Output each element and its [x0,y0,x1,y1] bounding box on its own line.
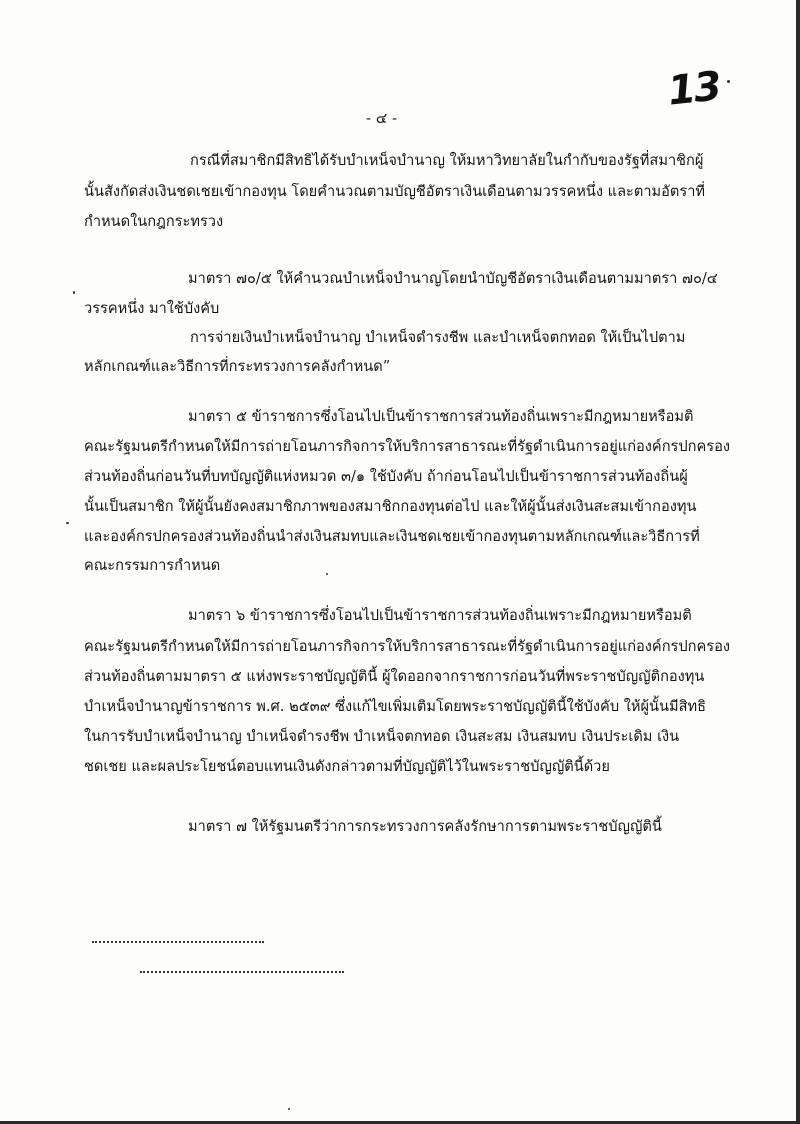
signature-dotted-line [140,971,344,973]
text-line: กำหนดในกฎกระทรวง [84,213,224,230]
text-line: ในการรับบำเหน็จบำนาญ บำเหน็จดำรงชีพ บำเหน็จตกทอด เงินสะสม เงินสมทบ เงินประเดิม เงิน [84,728,680,745]
text-line: ส่วนท้องถิ่นก่อนวันที่บทบัญญัติแห่งหมวด ๓/๑ ใช้บังคับ ถ้าก่อนโอนไปเป็นข้าราชการส่วนท้องถิ่นผู้ [84,468,688,485]
signature-dotted-line [92,941,264,943]
text-line: มาตรา ๗ ให้รัฐมนตรีว่าการกระทรวงการคลังรักษาการตามพระราชบัญญัตินี้ [188,818,662,835]
text-line: มาตรา ๕ ข้าราชการซึ่งโอนไปเป็นข้าราชการส่วนท้องถิ่นเพราะมีกฎหมายหรือมติ [188,408,694,425]
handwritten-page-number: 13 [665,63,722,115]
text-line: นั้นสังกัดส่งเงินชดเชยเข้ากองทุน โดยคำนวณตามบัญชีอัตราเงินเดือนตามวรรคหนึ่ง และตามอัตราที่ [84,183,706,200]
text-line: บำเหน็จบำนาญข้าราชการ พ.ศ. ๒๕๓๙ ซึ่งแก้ไขเพิ่มเติมโดยพระราชบัญญัตินี้ใช้บังคับ ให้ผู้นั้นมีสิทธิ [84,698,707,715]
scan-edge-right [796,0,800,1124]
text-line: กรณีที่สมาชิกมีสิทธิได้รับบำเหน็จบำนาญ ให้มหาวิทยาลัยในกำกับของรัฐที่สมาชิกผู้ [190,152,704,169]
text-line: คณะรัฐมนตรีกำหนดให้มีการถ่ายโอนภารกิจการให้บริการสาธารณะที่รัฐดำเนินการอยู่แก่องค์กรปกครอง [84,438,730,455]
text-line: วรรคหนึ่ง มาใช้บังคับ [84,300,220,317]
scan-speck [326,573,328,575]
text-line: มาตรา ๗๐/๕ ให้คำนวณบำเหน็จบำนาญโดยนำบัญชีอัตราเงินเดือนตามมาตรา ๗๐/๔ [188,270,718,287]
scan-speck [66,522,69,524]
text-line: นั้นเป็นสมาชิก ให้ผู้นั้นยังคงสมาชิกภาพของสมาชิกกองทุนต่อไป และให้ผู้นั้นส่งเงินสะสมเข้ากองทุน [84,498,697,515]
text-line: การจ่ายเงินบำเหน็จบำนาญ บำเหน็จดำรงชีพ และบำเหน็จตกทอด ให้เป็นไปตาม [190,329,686,346]
text-line: คณะรัฐมนตรีกำหนดให้มีการถ่ายโอนภารกิจการให้บริการสาธารณะที่รัฐดำเนินการอยู่แก่องค์กรปกครอง [84,638,730,655]
scan-speck [288,1108,290,1110]
text-line: คณะกรรมการกำหนด [84,557,221,574]
printed-page-number: - ๔ - [366,109,398,127]
text-line: ส่วนท้องถิ่นตามมาตรา ๕ แห่งพระราชบัญญัตินี้ ผู้ใดออกจากราชการก่อนวันที่พระราชบัญญัติกองทุน [84,668,705,685]
text-line: ชดเชย และผลประโยชน์ตอบแทนเงินดังกล่าวตามที่บัญญัติไว้ในพระราชบัญญัตินี้ด้วย [84,758,610,775]
text-line: หลักเกณฑ์และวิธีการที่กระทรวงการคลังกำหนด” [84,358,391,375]
text-line: และองค์กรปกครองส่วนท้องถิ่นนำส่งเงินสมทบและเงินชดเชยเข้ากองทุนตามหลักเกณฑ์และวิธีการที่ [84,528,700,545]
text-line: มาตรา ๖ ข้าราชการซึ่งโอนไปเป็นข้าราชการส่วนท้องถิ่นเพราะมีกฎหมายหรือมติ [188,607,692,624]
scan-speck [73,291,75,294]
scan-speck [727,80,730,83]
